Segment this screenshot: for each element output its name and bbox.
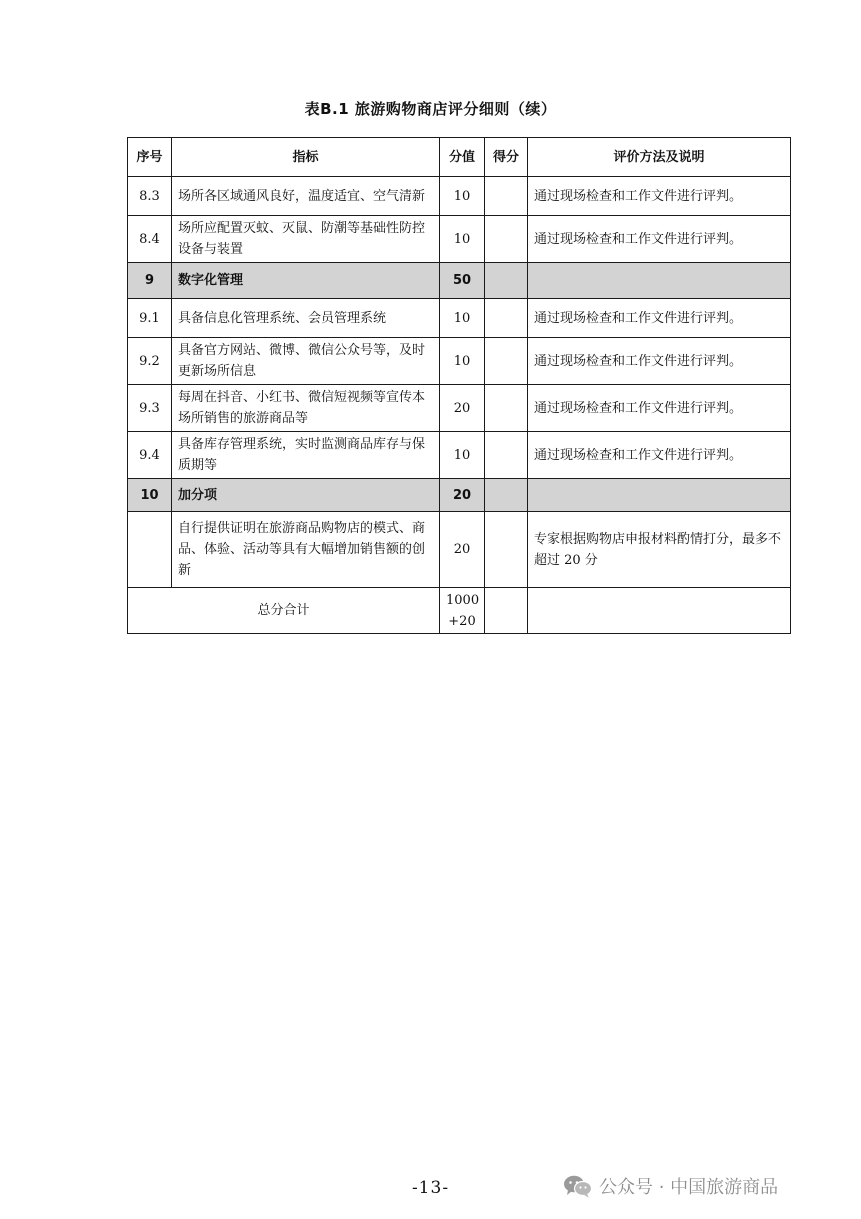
- row-method: 通过现场检查和工作文件进行评判。: [528, 299, 791, 338]
- row-score: 10: [440, 177, 485, 216]
- row-obtained: [485, 432, 528, 479]
- row-score: 10: [440, 432, 485, 479]
- row-method: 通过现场检查和工作文件进行评判。: [528, 338, 791, 385]
- table-row: [128, 216, 791, 263]
- row-obtained: [485, 216, 528, 263]
- row-number: 9.4: [128, 432, 172, 479]
- section-number: 10: [128, 479, 172, 512]
- row-score: 10: [440, 216, 485, 263]
- section-number: 9: [128, 263, 172, 299]
- row-method: 通过现场检查和工作文件进行评判。: [528, 385, 791, 432]
- row-indicator: 自行提供证明在旅游商品购物店的模式、商品、体验、活动等具有大幅增加销售额的创新: [172, 512, 440, 588]
- row-number: 9.1: [128, 299, 172, 338]
- table-row: [128, 432, 791, 479]
- row-obtained: [485, 385, 528, 432]
- row-indicator: 具备库存管理系统，实时监测商品库存与保质期等: [172, 432, 440, 479]
- section-score: 50: [440, 263, 485, 299]
- section-method: [528, 479, 791, 512]
- row-number: 8.3: [128, 177, 172, 216]
- row-number: 9.3: [128, 385, 172, 432]
- table-row: [128, 512, 791, 588]
- watermark: [563, 1172, 778, 1200]
- row-number: 8.4: [128, 216, 172, 263]
- section-method: [528, 263, 791, 299]
- watermark-text: 公众号 · 中国旅游商品: [599, 1177, 779, 1198]
- row-score: 10: [440, 299, 485, 338]
- row-indicator: 每周在抖音、小红书、微信短视频等宣传本场所销售的旅游商品等: [172, 385, 440, 432]
- row-number: [128, 512, 172, 588]
- row-obtained: [485, 299, 528, 338]
- page-number: -13-: [411, 1178, 450, 1198]
- total-obtained: [485, 588, 528, 634]
- row-obtained: [485, 338, 528, 385]
- header-indicator: 指标: [172, 138, 440, 177]
- row-obtained: [485, 177, 528, 216]
- row-obtained: [485, 512, 528, 588]
- scoring-table: [127, 137, 791, 634]
- section-title: 数字化管理: [172, 263, 440, 299]
- row-score: 20: [440, 512, 485, 588]
- row-method: 通过现场检查和工作文件进行评判。: [528, 216, 791, 263]
- total-row: [128, 588, 791, 634]
- section-row: [128, 263, 791, 299]
- header-obtained: 得分: [485, 138, 528, 177]
- header-score: 分值: [440, 138, 485, 177]
- wechat-icon: [563, 1174, 593, 1198]
- row-indicator: 场所各区域通风良好，温度适宜、空气清新: [172, 177, 440, 216]
- section-title: 加分项: [172, 479, 440, 512]
- row-indicator: 具备信息化管理系统、会员管理系统: [172, 299, 440, 338]
- table-row: [128, 177, 791, 216]
- row-method: 专家根据购物店申报材料酌情打分，最多不超过 20 分: [528, 512, 791, 588]
- total-method: [528, 588, 791, 634]
- table-title: 表B.1 旅游购物商店评分细则（续）: [304, 100, 557, 118]
- total-score-line2: +20: [448, 613, 476, 629]
- total-label: 总分合计: [128, 588, 440, 634]
- row-method: 通过现场检查和工作文件进行评判。: [528, 432, 791, 479]
- table-row: [128, 385, 791, 432]
- section-obtained: [485, 479, 528, 512]
- row-indicator: 具备官方网站、微博、微信公众号等，及时更新场所信息: [172, 338, 440, 385]
- table-row: [128, 299, 791, 338]
- row-score: 10: [440, 338, 485, 385]
- row-method: 通过现场检查和工作文件进行评判。: [528, 177, 791, 216]
- table-row: [128, 338, 791, 385]
- header-method: 评价方法及说明: [528, 138, 791, 177]
- section-obtained: [485, 263, 528, 299]
- total-score: [440, 588, 485, 634]
- row-indicator: 场所应配置灭蚊、灭鼠、防潮等基础性防控设备与装置: [172, 216, 440, 263]
- header-no: 序号: [128, 138, 172, 177]
- table-header-row: [128, 138, 791, 177]
- total-score-line1: 1000: [446, 592, 480, 608]
- row-number: 9.2: [128, 338, 172, 385]
- section-row: [128, 479, 791, 512]
- row-score: 20: [440, 385, 485, 432]
- section-score: 20: [440, 479, 485, 512]
